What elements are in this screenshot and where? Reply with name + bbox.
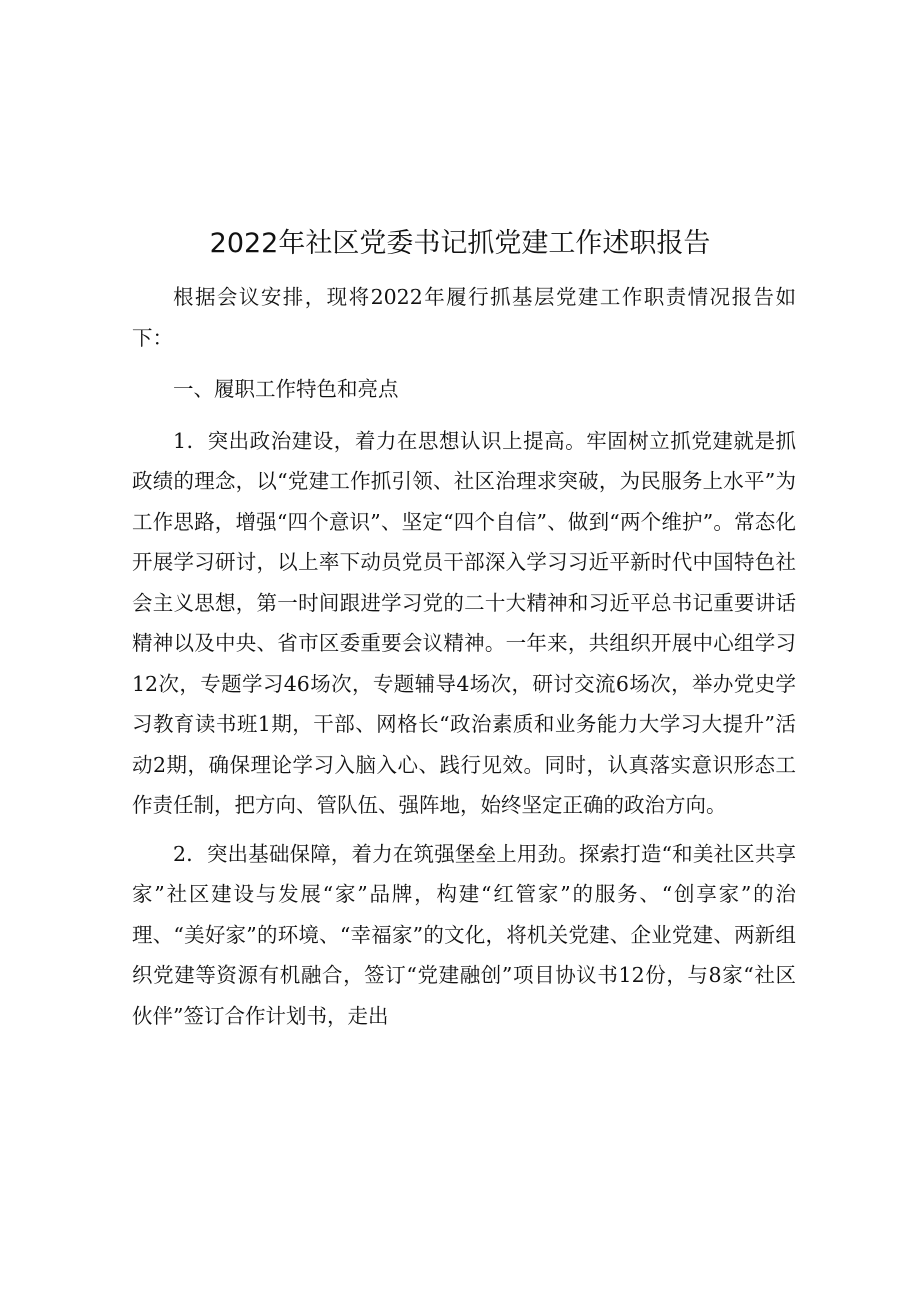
intro-paragraph: 根据会议安排，现将2022年履行抓基层党建工作职责情况报告如下： <box>132 285 796 350</box>
document-title: 2022年社区党委书记抓党建工作述职报告 <box>209 228 711 259</box>
spacer <box>132 358 796 369</box>
document-body <box>132 277 796 1036</box>
spacer <box>132 410 796 421</box>
item-1-paragraph: 1．突出政治建设，着力在思想认识上提高。牢固树立抓党建就是抓政绩的理念，以“党建工作抓引领、社区治理求突破，为民服务上水平”为工作思路，增强“四个意识”、坚定“四个自信”、做到“两个维护”。常态化开展学习研讨，以上率下动员党员干部深入学习习近平新时代中国特色社会主义思想，第一时间跟进学习党的二十大精神和习近平总书记重要讲话精神以及中央、省市区委重要会议精神。一年来，共组织开展中心组学习12次，专题学习46场次，专题辅导4场次，研讨交流6场次，举办党史学习教育读书班1期，干部、网格长“政治素质和业务能力大学习大提升”活动2期，确保理论学习入脑入心、践行见效。同时，认真落实意识形态工作责任制，把方向、管队伍、强阵地，始终坚定正确的政治方向。 <box>132 428 796 817</box>
item-2-paragraph: 2．突出基础保障，着力在筑强堡垒上用劲。探索打造“和美社区共享家”社区建设与发展“家”品牌，构建“红管家”的服务、“创享家”的治理、“美好家”的环境、“幸福家”的文化，将机关党建、企业党建、两新组织党建等资源有机融合，签订“党建融创”项目协议书12份，与8家“社区伙伴”签订合作计划书，走出 <box>132 841 796 1028</box>
section-heading: 一、履职工作特色和亮点 <box>173 377 399 401</box>
spacer <box>132 826 796 834</box>
